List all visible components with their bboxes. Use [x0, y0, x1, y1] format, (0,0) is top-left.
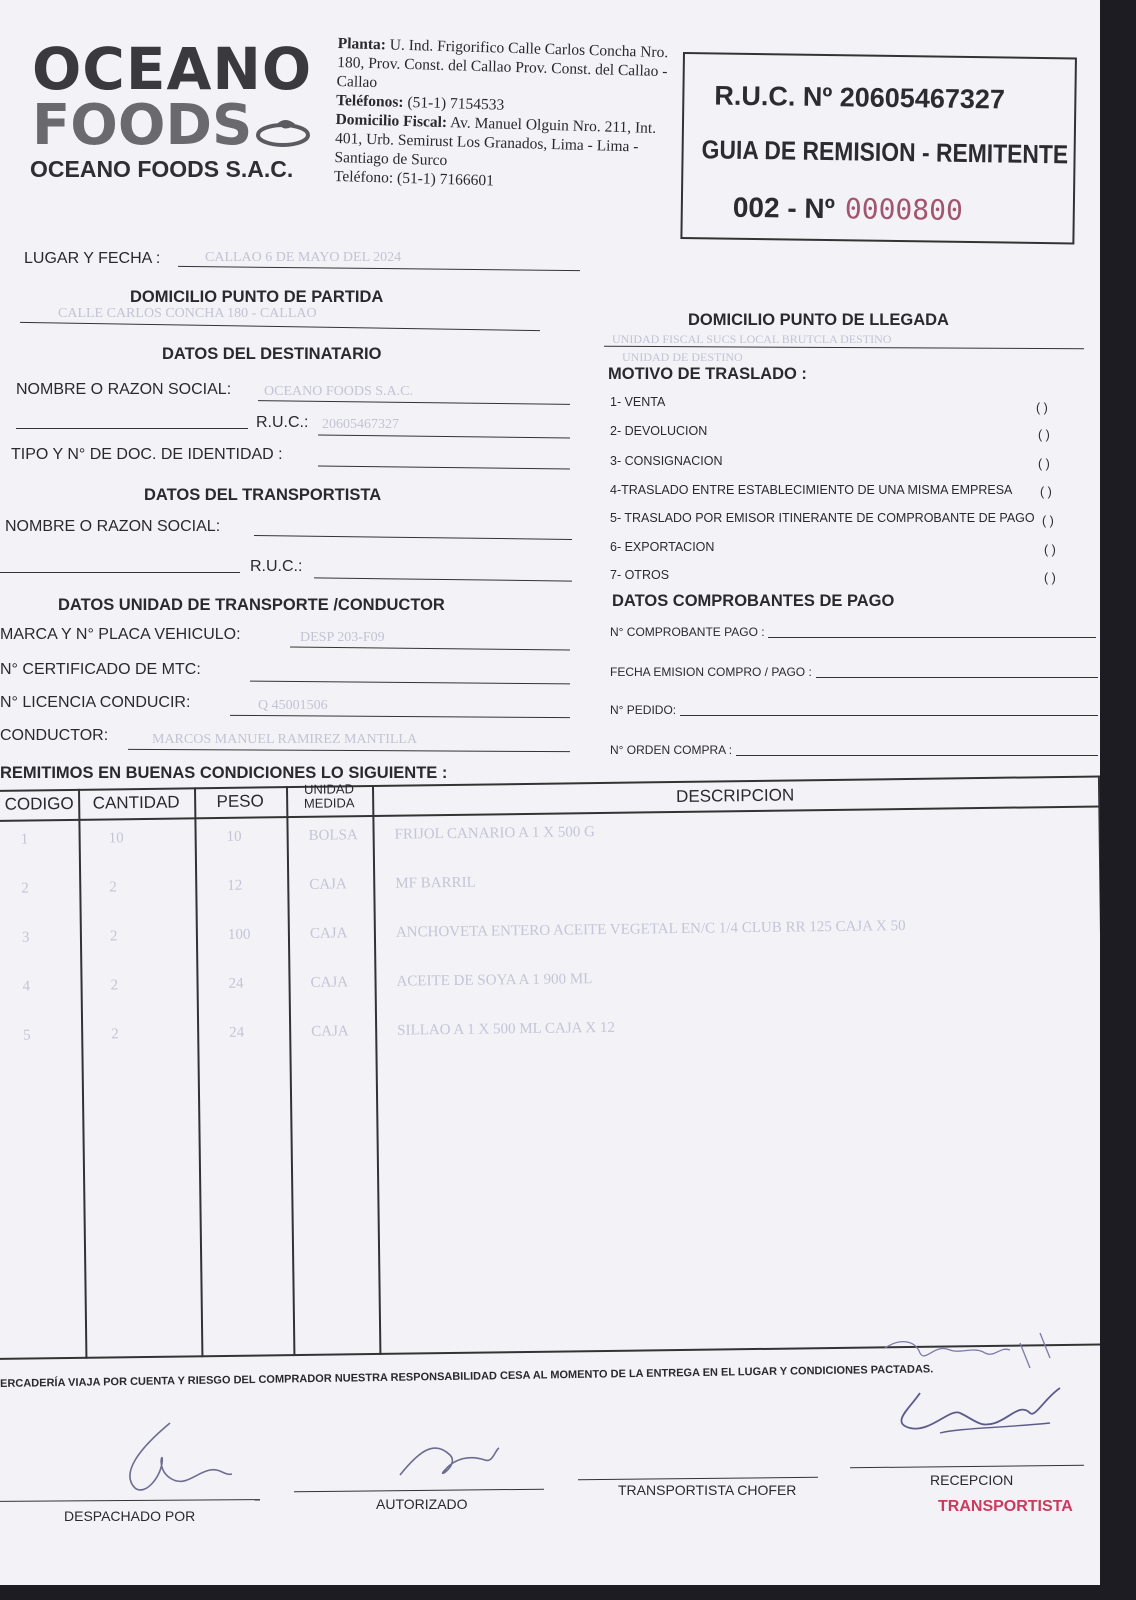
autorizado-signature [395, 1430, 505, 1490]
nombre-label: NOMBRE O RAZON SOCIAL: [16, 381, 232, 398]
logo-oceano: OCEANO [32, 35, 313, 103]
cell-unidad: CAJA [309, 925, 348, 942]
recepcion-label: RECEPCION [930, 1472, 1014, 1488]
transportista-nombre-label: NOMBRE O RAZON SOCIAL: [5, 518, 221, 535]
document-type: GUIA DE REMISION - REMITENTE [701, 134, 1069, 170]
checkbox-devolucion[interactable]: ( ) [1038, 428, 1050, 442]
ruc-label: R.U.C.: [256, 414, 309, 431]
cell-codigo: 4 [22, 978, 31, 995]
comprobante-label: N° COMPROBANTE PAGO : [610, 625, 765, 639]
tipo-doc-label: TIPO Y N° DE DOC. DE IDENTIDAD : [11, 446, 283, 463]
recepcion-line [850, 1465, 1084, 1468]
ruc-prefix-line [16, 428, 248, 429]
transportista-title: DATOS DEL TRANSPORTISTA [144, 486, 382, 504]
cell-unidad: BOLSA [308, 827, 358, 844]
partida-line [20, 322, 540, 331]
header-unidad: UNIDAD [303, 781, 355, 797]
company-name: OCEANO FOODS S.A.C. [30, 156, 294, 182]
planta-label: Planta: [337, 34, 387, 54]
checkbox-emisor-itinerante[interactable]: ( ) [1042, 514, 1054, 528]
motivo-devolucion: 2- DEVOLUCION [610, 424, 708, 438]
certificado-label: N° CERTIFICADO DE MTC: [0, 661, 201, 678]
nombre-line [258, 400, 570, 405]
header-cantidad: CANTIDAD [92, 792, 180, 813]
cell-cantidad: 10 [108, 830, 124, 847]
llegada-value-1: UNIDAD FISCAL SUCS LOCAL BRUTCLA DESTINO [612, 332, 892, 346]
col-divider-3 [286, 786, 295, 1356]
domicilio-fiscal-text: Av. Manuel Olguin Nro. 211, Int. 401, Urb. Semirust Los Granados, Lima - Lima - Santiago de Surco [334, 114, 657, 170]
cell-unidad: CAJA [310, 974, 349, 991]
cell-descripcion: ACEITE DE SOYA A 1 900 ML [396, 971, 593, 990]
col-divider-4 [372, 785, 381, 1355]
document-series [733, 191, 964, 227]
cell-peso: 12 [227, 877, 243, 894]
marca-value: DESP 203-F09 [300, 630, 385, 645]
licencia-label: N° LICENCIA CONDUCIR: [0, 694, 191, 711]
checkbox-exportacion[interactable]: ( ) [1044, 543, 1056, 557]
header-peso: PESO [216, 791, 264, 812]
header-unidad-medida [286, 782, 372, 811]
llegada-title: DOMICILIO PUNTO DE LLEGADA [688, 311, 949, 329]
conductor-label: CONDUCTOR: [0, 727, 109, 744]
cell-cantidad: 2 [111, 1026, 119, 1043]
partida-title: DOMICILIO PUNTO DE PARTIDA [130, 288, 384, 306]
marca-label: MARCA Y N° PLACA VEHICULO: [0, 626, 241, 643]
logo-foods: FOODS [32, 93, 253, 158]
orden-label: N° ORDEN COMPRA : [610, 743, 733, 757]
tipo-doc-line [318, 465, 570, 469]
domicilio-fiscal-label: Domicilio Fiscal: [335, 110, 448, 132]
ruc-box [680, 52, 1077, 244]
llegada-value-2: UNIDAD DE DESTINO [622, 350, 743, 364]
series-label: 002 - Nº [732, 191, 836, 225]
cell-descripcion: FRIJOL CANARIO A 1 X 500 G [394, 824, 596, 843]
chofer-line [578, 1477, 818, 1481]
items-table [0, 775, 1100, 1359]
transportista-ruc-line [314, 577, 572, 581]
header-codigo: CODIGO [4, 793, 74, 814]
cell-descripcion: ANCHOVETA ENTERO ACEITE VEGETAL EN/C 1/4 CLUB RR 125 CAJA X 50 [395, 918, 906, 941]
telefonos-label: Teléfonos: [335, 91, 404, 111]
planta-text: U. Ind. Frigorifico Calle Carlos Concha Nro. 180, Prov. Const. del Callao Prov. Const. del Callao - Callao [336, 36, 669, 92]
conductor-value: MARCOS MANUEL RAMIREZ MANTILLA [152, 732, 418, 747]
cell-codigo: 1 [20, 831, 29, 848]
checkbox-venta[interactable]: ( ) [1036, 401, 1048, 415]
ruc-line [318, 434, 570, 438]
autorizado-label: AUTORIZADO [376, 1496, 468, 1512]
cell-cantidad: 2 [109, 928, 118, 945]
recepcion-signature [880, 1328, 1070, 1458]
cell-codigo: 3 [21, 929, 30, 946]
pedido-line [680, 715, 1098, 716]
transportista-nombre-line [254, 535, 572, 540]
telefonos-value: (51-1) 7154533 [407, 93, 505, 114]
checkbox-consignacion[interactable]: ( ) [1038, 457, 1050, 471]
llegada-line [604, 346, 1084, 350]
ruc-number: R.U.C. Nº 20605467327 [714, 80, 1006, 115]
cell-descripcion: MF BARRIL [395, 874, 476, 892]
col-divider-1 [78, 789, 87, 1359]
unidad-title: DATOS UNIDAD DE TRANSPORTE /CONDUCTOR [58, 596, 445, 614]
cell-cantidad: 2 [110, 977, 119, 994]
licencia-line [230, 715, 570, 718]
despachado-signature [100, 1418, 240, 1498]
company-address [334, 34, 678, 195]
orden-line [736, 755, 1098, 756]
certificado-line [250, 681, 570, 685]
marca-line [290, 647, 570, 651]
comprobantes-title: DATOS COMPROBANTES DE PAGO [612, 592, 895, 610]
motivo-otros: 7- OTROS [610, 568, 670, 582]
cell-cantidad: 2 [109, 879, 117, 896]
cell-peso: 10 [226, 828, 242, 845]
lugar-fecha-line [178, 266, 580, 271]
fecha-emision-label: FECHA EMISION COMPRO / PAGO : [610, 665, 812, 679]
footer-note: ERCADERÍA VIAJA POR CUENTA Y RIESGO DEL COMPRADOR NUESTRA RESPONSABILIDAD CESA AL MOMENTO DE LA ENTREGA EN EL LUGAR Y CONDICIONES PACTADAS. [0, 1363, 934, 1390]
chofer-label: TRANSPORTISTA CHOFER [618, 1482, 797, 1498]
motivo-consignacion: 3- CONSIGNACION [610, 454, 723, 468]
cell-unidad: CAJA [311, 1023, 349, 1040]
licencia-value: Q 45001506 [258, 698, 328, 713]
motivo-exportacion: 6- EXPORTACION [610, 540, 715, 554]
wave-logo-icon [255, 118, 311, 148]
cell-peso: 24 [229, 1024, 245, 1041]
lugar-fecha-value: CALLAO 6 DE MAYO DEL 2024 [205, 250, 402, 265]
lugar-fecha-label: LUGAR Y FECHA : [24, 250, 161, 267]
cell-peso: 24 [228, 975, 244, 992]
ruc-value: 20605467327 [322, 417, 399, 432]
despachado-line [0, 1499, 260, 1502]
partida-value: CALLE CARLOS CONCHA 180 - CALLAO [58, 306, 317, 321]
nombre-value: OCEANO FOODS S.A.C. [264, 384, 413, 399]
cell-peso: 100 [227, 926, 251, 943]
motivo-traslado-establecimiento: 4-TRASLADO ENTRE ESTABLECIMIENTO DE UNA MISMA EMPRESA [610, 483, 1013, 497]
conductor-line [128, 749, 570, 752]
header-descripcion: DESCRIPCION [675, 785, 795, 807]
motivo-title: MOTIVO DE TRASLADO : [608, 365, 807, 383]
checkbox-traslado-establecimiento[interactable]: ( ) [1040, 485, 1052, 499]
cell-unidad: CAJA [309, 876, 347, 893]
destinatario-title: DATOS DEL DESTINATARIO [162, 345, 382, 363]
motivo-venta: 1- VENTA [610, 395, 666, 409]
comprobante-line [768, 637, 1096, 638]
fecha-emision-line [816, 677, 1098, 678]
document-number: 0000800 [844, 192, 964, 227]
cell-descripcion: SILLAO A 1 X 500 ML CAJA X 12 [397, 1019, 616, 1039]
autorizado-line [294, 1489, 544, 1493]
transportista-ruc-prefix-line [0, 572, 240, 573]
pedido-label: N° PEDIDO: [610, 703, 677, 717]
telefono-value: (51-1) 7166601 [396, 169, 495, 190]
col-divider-2 [194, 787, 203, 1357]
despachado-label: DESPACHADO POR [64, 1508, 196, 1524]
transportista-ruc-label: R.U.C.: [250, 558, 303, 575]
header-medida: MEDIDA [303, 795, 355, 811]
cell-codigo: 5 [23, 1027, 31, 1044]
table-right-border [1098, 775, 1100, 1345]
checkbox-otros[interactable]: ( ) [1044, 571, 1056, 585]
transportista-copy-label: TRANSPORTISTA [938, 1498, 1073, 1515]
motivo-emisor-itinerante: 5- TRASLADO POR EMISOR ITINERANTE DE COMPROBANTE DE PAGO [610, 511, 1035, 525]
telefono-label: Teléfono: [333, 167, 394, 187]
cell-codigo: 2 [21, 880, 29, 897]
remitimos-title: REMITIMOS EN BUENAS CONDICIONES LO SIGUIENTE : [0, 764, 448, 782]
